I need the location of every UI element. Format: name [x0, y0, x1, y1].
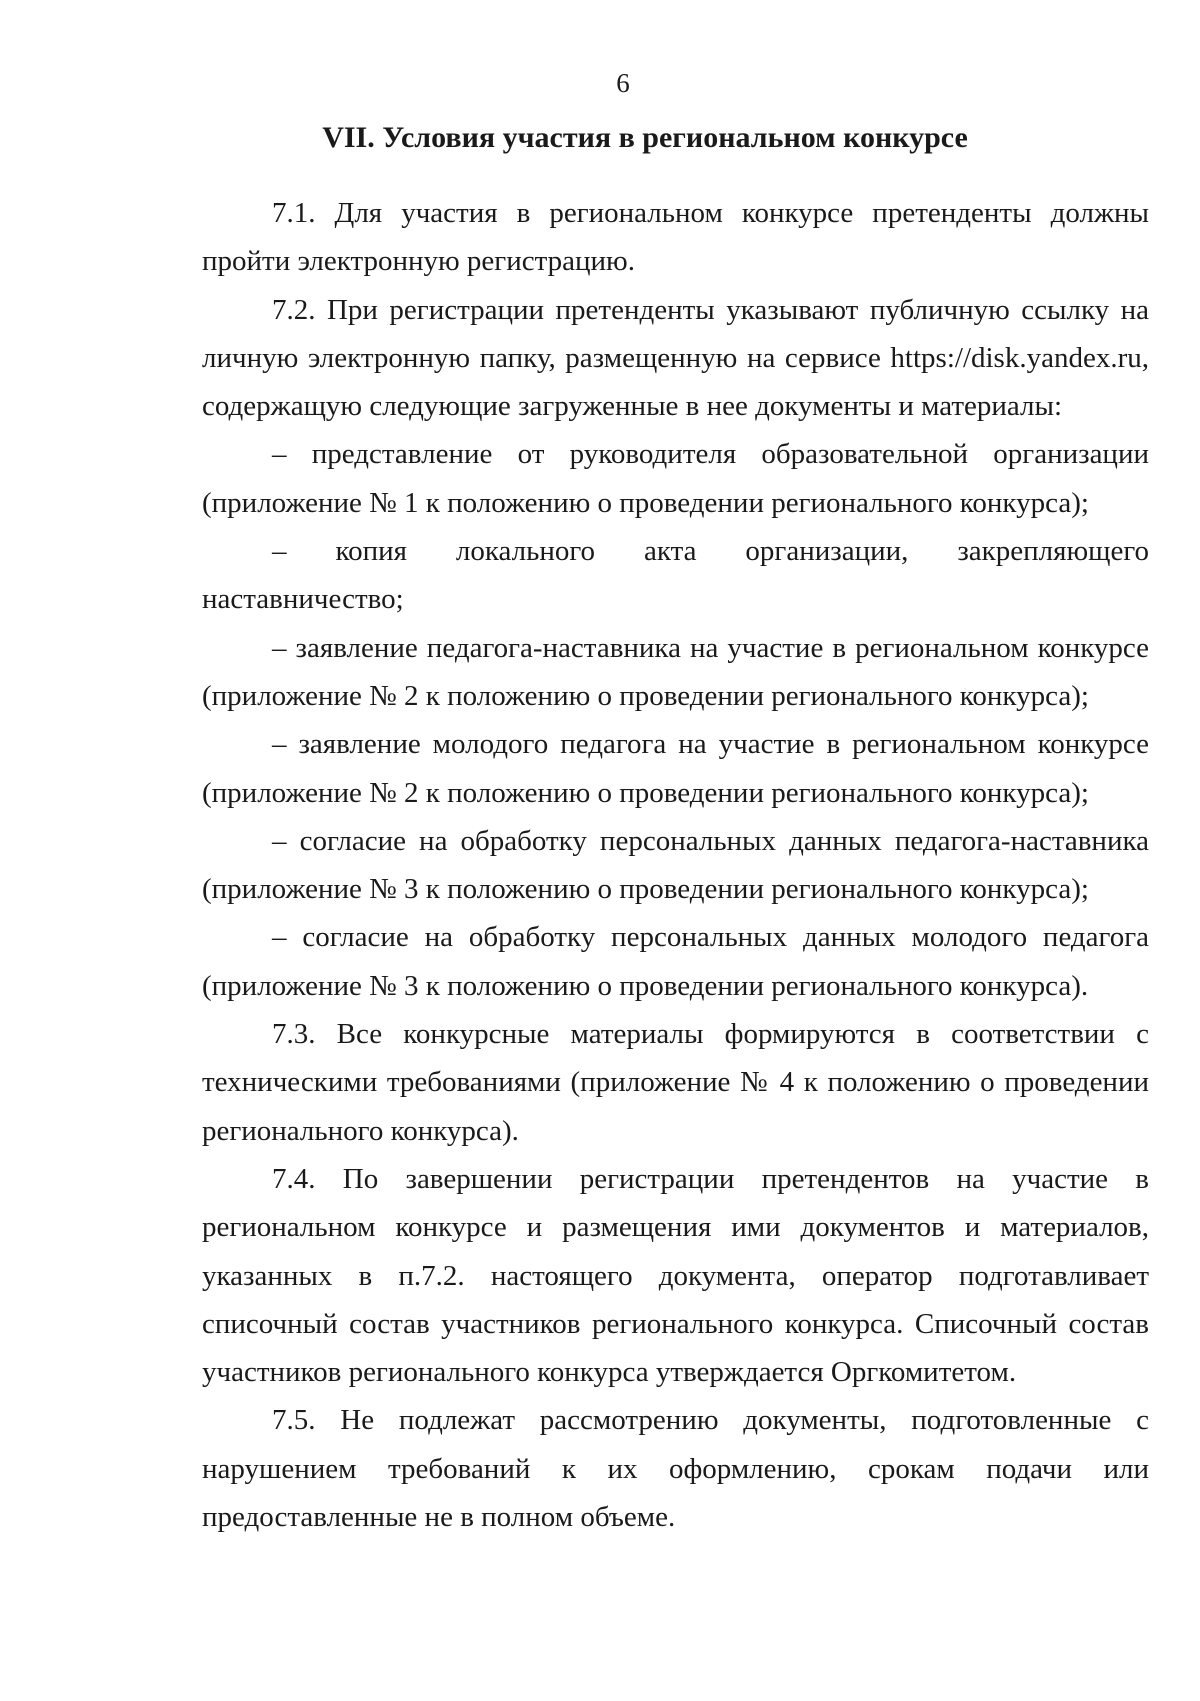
page-number: 6 — [616, 68, 630, 98]
list-item-young-teacher-consent: – согласие на обработку персональных данных молодого педагога (приложение № 3 к положению о проведении регионального конкурса). — [202, 921, 1149, 1002]
paragraph-7-5: 7.5. Не подлежат рассмотрению документы, подготовленные с нарушением требований к их оформлению, срокам подачи или предоставленные не в полном объеме. — [202, 1404, 1149, 1534]
list-item-young-teacher-application: – заявление молодого педагога на участие в региональном конкурсе (приложение № 2 к положению о проведении регионального конкурса); — [202, 728, 1149, 809]
paragraph-7-4: 7.4. По завершении регистрации претендентов на участие в региональном конкурсе и размещения ими документов и материалов, указанных в п.7.2. настоящего документа, оператор подготавливает списочный состав участников регионального конкурса. Списочный состав участников регионального конкурса утверждается Оргкомитетом. — [202, 1162, 1149, 1389]
paragraph-7-1: 7.1. Для участия в региональном конкурсе претенденты должны пройти электронную регистрацию. — [202, 197, 1149, 278]
paragraph-7-3: 7.3. Все конкурсные материалы формируются в соответствии с техническими требованиями (приложение № 4 к положению о проведении регионального конкурса). — [202, 1018, 1149, 1147]
body-text — [202, 189, 1149, 1541]
section-title: VII. Условия участия в региональном конкурсе — [322, 121, 968, 154]
list-item-local-act-copy: – копия локального акта организации, закрепляющего наставничество; — [202, 535, 1149, 616]
list-item-mentor-application: – заявление педагога-наставника на участие в региональном конкурсе (приложение № 2 к положению о проведении регионального конкурса); — [202, 631, 1149, 712]
list-item-representation: – представление от руководителя образовательной организации (приложение № 1 к положению о проведении регионального конкурса); — [202, 438, 1149, 519]
list-item-mentor-consent: – согласие на обработку персональных данных педагога-наставника (приложение № 3 к положению о проведении регионального конкурса); — [202, 824, 1149, 906]
paragraph-7-2: 7.2. При регистрации претенденты указывают публичную ссылку на личную электронную папку, размещенную на сервисе https://disk.yandex.ru, содержащую следующие загруженные в нее документы и материалы: — [202, 293, 1149, 423]
